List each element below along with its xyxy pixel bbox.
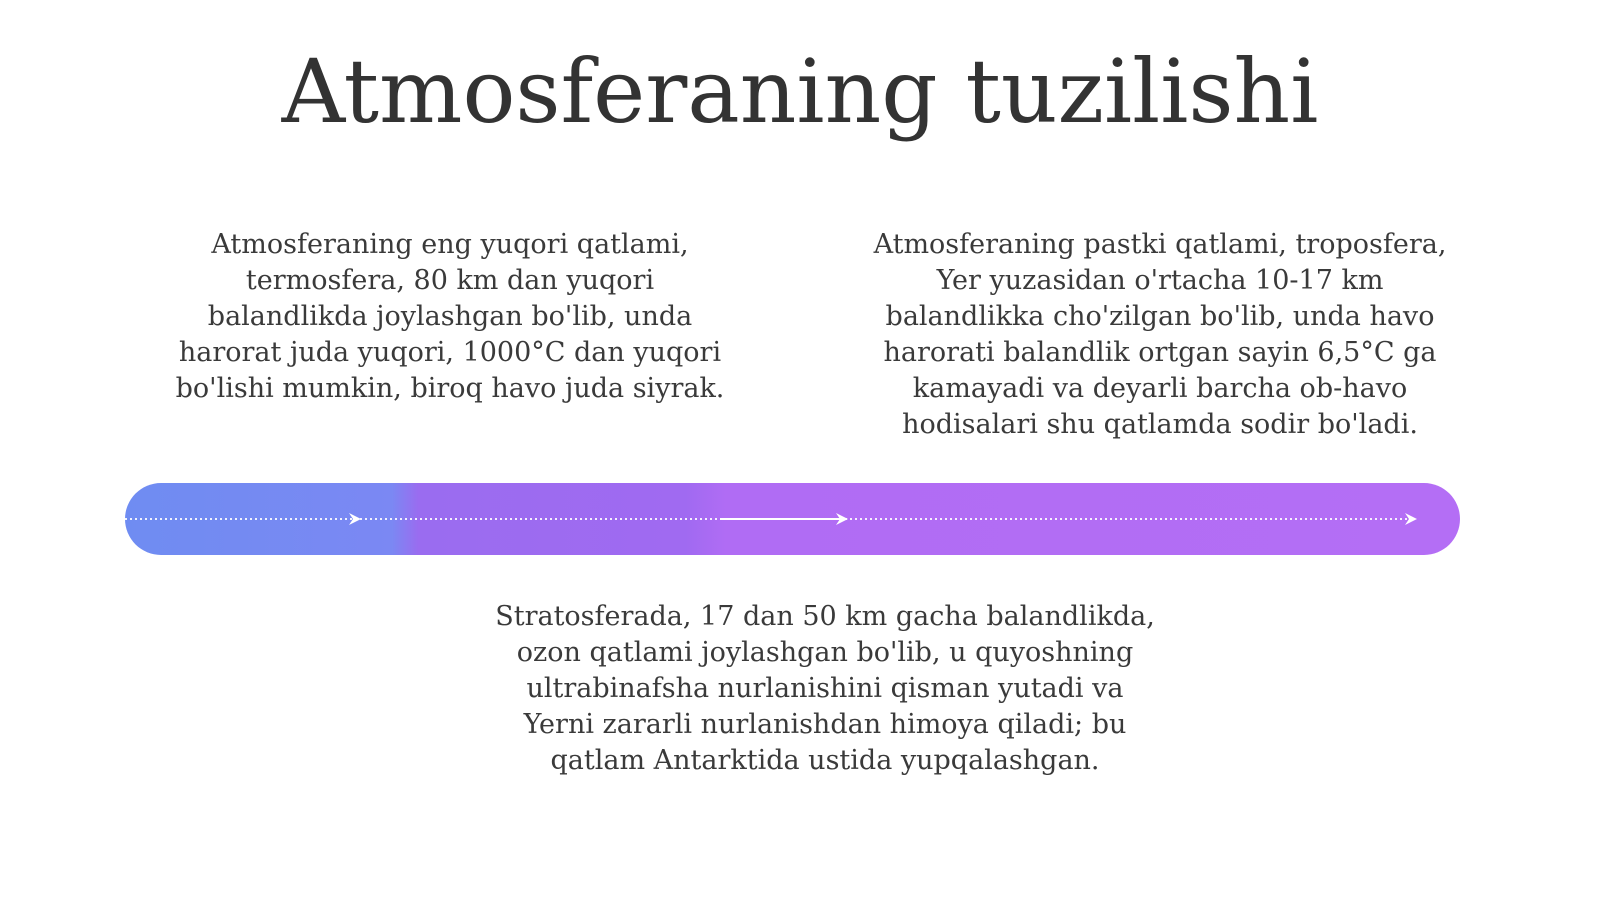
text-line: ozon qatlami joylashgan bo'lib, u quyoshning (516, 637, 1134, 668)
stratosphere-text (455, 599, 1195, 779)
text-line: Yer yuzasidan o'rtacha 10-17 km (936, 265, 1384, 296)
troposphere-text (840, 227, 1480, 443)
text-line: bo'lishi mumkin, biroq havo juda siyrak. (175, 373, 725, 404)
text-line: hodisalari shu qatlamda sodir bo'ladi. (902, 409, 1418, 440)
text-line: Atmosferaning pastki qatlami, troposfera, (873, 229, 1447, 260)
slide-title: Atmosferaning tuzilishi (281, 40, 1319, 143)
text-line: termosfera, 80 km dan yuqori (245, 265, 655, 296)
text-line: ultrabinafsha nurlanishini qisman yutadi va (526, 673, 1124, 704)
text-line: balandlikda joylashgan bo'lib, unda (207, 301, 693, 332)
text-line: harorati balandlik ortgan sayin 6,5°C ga (883, 337, 1437, 368)
timeline-graphic (125, 483, 1460, 555)
text-line: kamayadi va deyarli barcha ob-havo (912, 373, 1408, 404)
text-line: Yerni zararli nurlanishdan himoya qiladi; bu (523, 709, 1127, 740)
text-line: qatlam Antarktida ustida yupqalashgan. (550, 745, 1100, 776)
text-line: Atmosferaning eng yuqori qatlami, (211, 229, 689, 260)
text-line: Stratosferada, 17 dan 50 km gacha balandlikda, (495, 601, 1155, 632)
timeline-bar (125, 483, 1460, 555)
thermosphere-text (140, 227, 760, 407)
text-line: harorat juda yuqori, 1000°C dan yuqori (178, 337, 722, 368)
text-line: balandlikka cho'zilgan bo'lib, unda havo (885, 301, 1435, 332)
